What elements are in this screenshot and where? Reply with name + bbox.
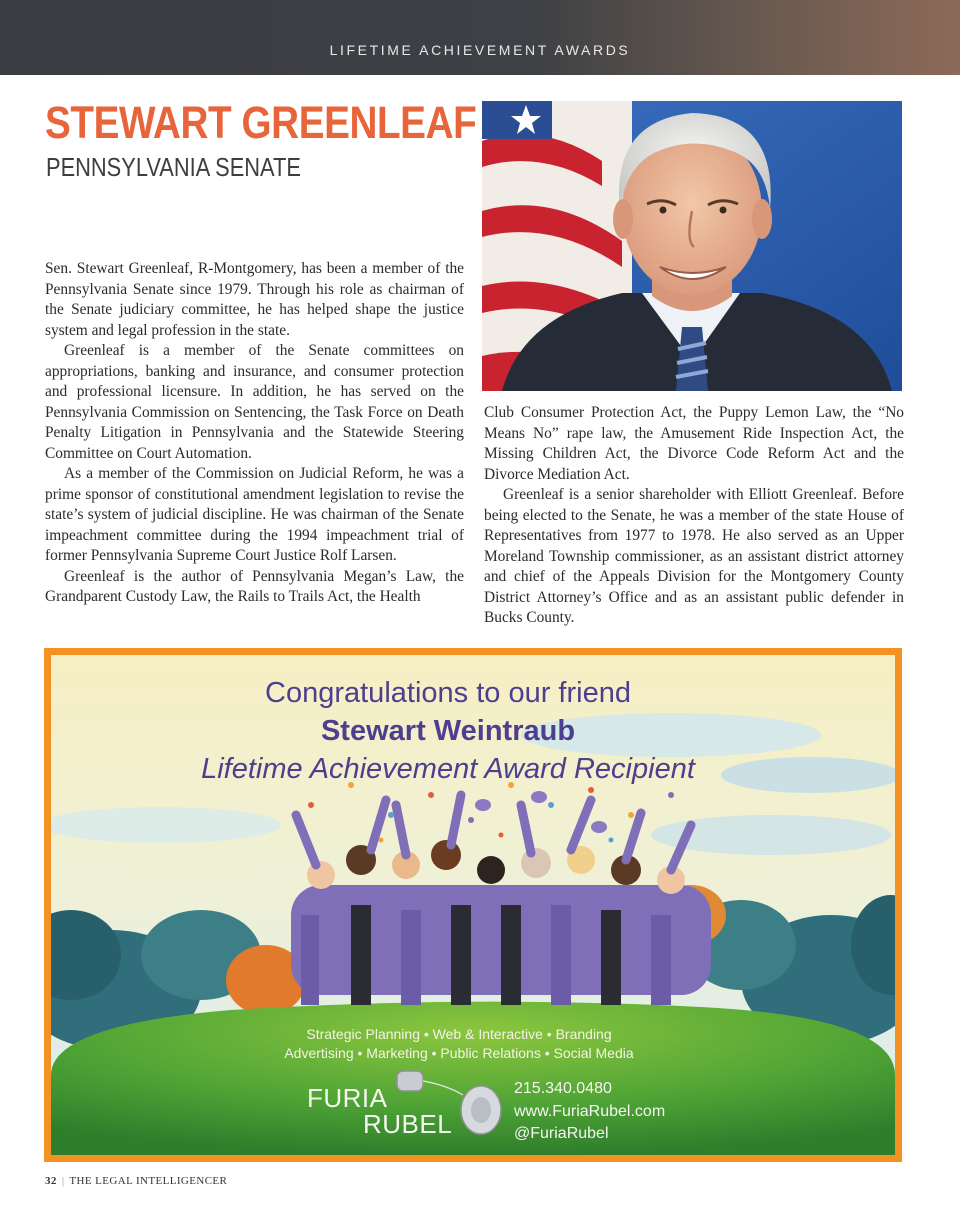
congratulations-advertisement [44, 648, 902, 1162]
ad-logo-text: RUBEL [363, 1109, 453, 1139]
paragraph: Sen. Stewart Greenleaf, R-Montgomery, has been a member of the Pennsylvania Senate since 1979. Through his role as chairman of the Senate judiciary committee, he has helped shape the justice system and legal profession in the state. [45, 260, 464, 339]
paragraph: Club Consumer Protection Act, the Puppy Lemon Law, the “No Means No” rape law, the Amusement Ride Inspection Act, the Missing Children Act, the Divorce Code Reform Act and the Divorce Mediation Act. [484, 404, 904, 483]
footer-separator: | [61, 1175, 65, 1187]
portrait-illustration [482, 101, 902, 391]
page-number: 32 [45, 1175, 57, 1187]
honoree-name: STEWART GREENLEAF [45, 97, 477, 148]
ad-recipient-name: Stewart Weintraub [320, 715, 576, 747]
ad-award-title: Lifetime Achievement Award Recipient [201, 753, 695, 785]
ad-headline: Congratulations to our friend [265, 677, 631, 709]
paragraph: Greenleaf is a member of the Senate committees on appropriations, banking and insurance, and consumer protection and professional licensure. In addition, he has served on the Pennsylvania Commission on Sentencing, the Task Force on Death Penalty Litigation in Pennsylvania and the Statewide Steering Committee on Court Automation. [45, 342, 464, 462]
article-column-left [45, 259, 464, 608]
paragraph: As a member of the Commission on Judicial Reform, he was a prime sponsor of constitutional amendment legislation to revise the state’s system of judicial discipline. He was chairman of the Senate impeachment committee during the 1994 impeachment trial of former Pennsylvania Supreme Court Justice Rolf Larsen. [45, 465, 464, 564]
section-banner [0, 0, 960, 75]
paragraph: Greenleaf is a senior shareholder with Elliott Greenleaf. Before being elected to the Senate, he was a member of the state House of Representatives from 1977 to 1978. He also served as an Upper Moreland Township commissioner, as an assistant district attorney and chief of the Appeals Division for the Montgomery County District Attorney’s Office and as an assistant public defender in Bucks County. [484, 486, 904, 626]
ad-phone: 215.340.0480 [514, 1080, 612, 1097]
ad-services-line: Strategic Planning • Web & Interactive • Branding [306, 1026, 612, 1042]
page-footer [45, 1175, 227, 1187]
ad-logo-text: FURIA [307, 1083, 388, 1113]
ad-social-handle: @FuriaRubel [514, 1125, 609, 1142]
publication-name: THE LEGAL INTELLIGENCER [69, 1175, 228, 1187]
ad-website: www.FuriaRubel.com [514, 1103, 666, 1120]
paragraph: Greenleaf is the author of Pennsylvania Megan’s Law, the Grandparent Custody Law, the Rails to Trails Act, the Health [45, 567, 464, 605]
ad-services-line: Advertising • Marketing • Public Relations • Social Media [284, 1045, 634, 1061]
article-column-right [484, 403, 904, 629]
honoree-affiliation: PENNSYLVANIA SENATE [46, 152, 301, 182]
section-title: LIFETIME ACHIEVEMENT AWARDS [329, 42, 631, 58]
honoree-photo [482, 101, 902, 391]
